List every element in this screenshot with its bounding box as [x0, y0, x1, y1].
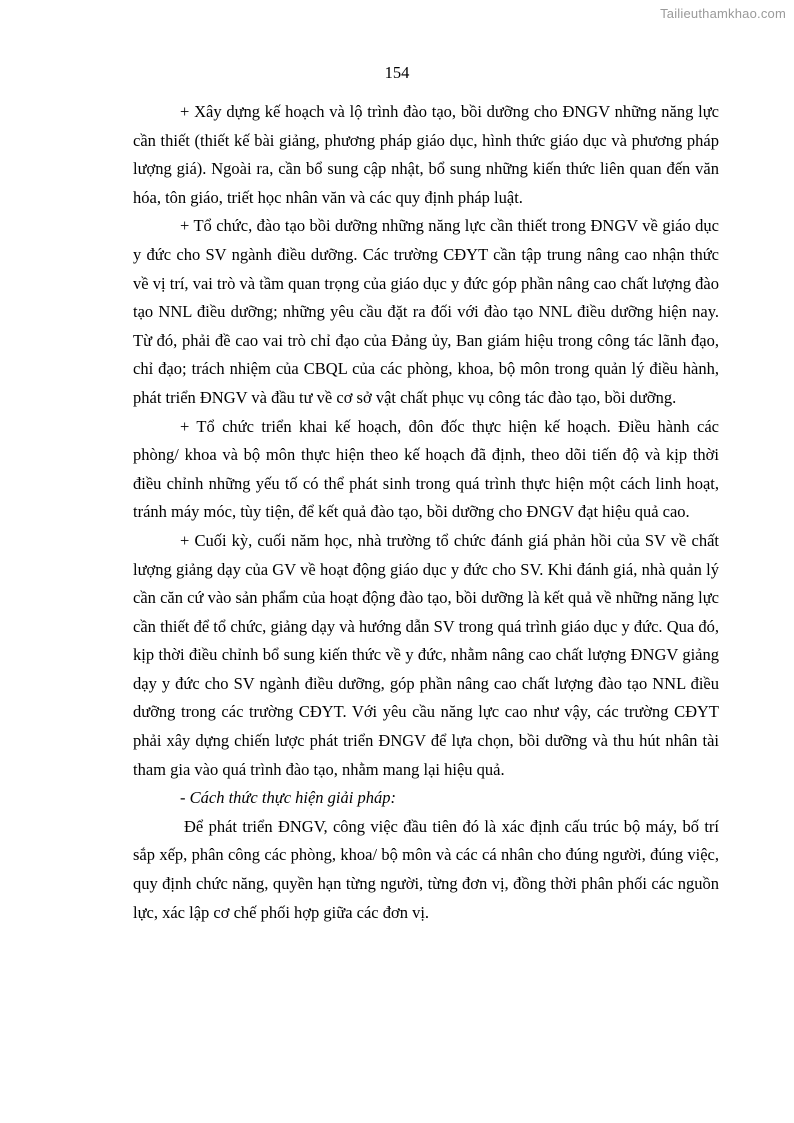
- paragraph-training-plan: + Xây dựng kế hoạch và lộ trình đào tạo, bồi dưỡng cho ĐNGV những năng lực cần thiết (thiết kế bài giảng, phương pháp giáo dục, hình thức giáo dục và phương pháp lượng giá). Ngoài ra, cần bổ sung cập nhật, bổ sung những kiến thức liên quan đến văn hóa, tôn giáo, triết học nhân văn và các quy định pháp luật.: [133, 102, 719, 207]
- document-body: [133, 98, 719, 927]
- section-subheading: - Cách thức thực hiện giải pháp:: [180, 788, 396, 808]
- paragraph-organize-training: + Tổ chức, đào tạo bồi dưỡng những năng lực cần thiết trong ĐNGV về giáo dục y đức cho SV ngành điều dưỡng. Các trường CĐYT cần tập trung nâng cao nhận thức về vị trí, vai trò và tầm quan trọng của giáo dục y đức góp phần nâng cao chất lượng đào tạo NNL điều dưỡng; những yêu cầu đặt ra đối với đào tạo NNL điều dưỡng hiện nay. Từ đó, phải đề cao vai trò chỉ đạo của Đảng ủy, Ban giám hiệu trong công tác lãnh đạo, chỉ đạo; trách nhiệm của CBQL của các phòng, khoa, bộ môn trong quản lý điều hành, phát triển ĐNGV và đầu tư về cơ sở vật chất phục vụ công tác đào tạo, bồi dưỡng.: [133, 216, 719, 407]
- paragraph-implement-plan: + Tổ chức triển khai kế hoạch, đôn đốc thực hiện kế hoạch. Điều hành các phòng/ khoa và bộ môn thực hiện theo kế hoạch đã định, theo dõi tiến độ và kịp thời điều chỉnh những yếu tố có thể phát sinh trong quá trình thực hiện một cách linh hoạt, tránh máy móc, tùy tiện, để kết quả đào tạo, bồi dưỡng cho ĐNGV đạt hiệu quả cao.: [133, 416, 719, 522]
- watermark: Tailieuthamkhao.com: [660, 6, 786, 21]
- page-number: 154: [384, 63, 410, 82]
- paragraph-implementation: Để phát triển ĐNGV, công việc đầu tiên đó là xác định cấu trúc bộ máy, bố trí sắp xếp, phân công các phòng, khoa/ bộ môn và các cá nhân cho đúng người, đúng việc, quy định chức năng, quyền hạn từng người, từng đơn vị, đồng thời phân phối các nguồn lực, xác lập cơ chế phối hợp giữa các đơn vị.: [133, 816, 719, 922]
- paragraph-evaluation: + Cuối kỳ, cuối năm học, nhà trường tổ chức đánh giá phản hồi của SV về chất lượng giảng dạy của GV về hoạt động giáo dục y đức cho SV. Khi đánh giá, nhà quản lý cần căn cứ vào sản phẩm của hoạt động đào tạo, bồi dưỡng là kết quả về những năng lực cần thiết để tổ chức, giảng dạy và hướng dẫn SV trong quá trình giáo dục y đức. Qua đó, kịp thời điều chỉnh bổ sung kiến thức về y đức, nhằm nâng cao chất lượng ĐNGV giảng dạy y đức cho SV ngành điều dưỡng, góp phần nâng cao chất lượng đào tạo NNL điều dưỡng trong các trường CĐYT. Với yêu cầu năng lực cao như vậy, các trường CĐYT phải xây dựng chiến lược phát triển ĐNGV để lựa chọn, bồi dưỡng và thu hút nhân tài tham gia vào quá trình đào tạo, nhằm mang lại hiệu quả.: [133, 530, 719, 779]
